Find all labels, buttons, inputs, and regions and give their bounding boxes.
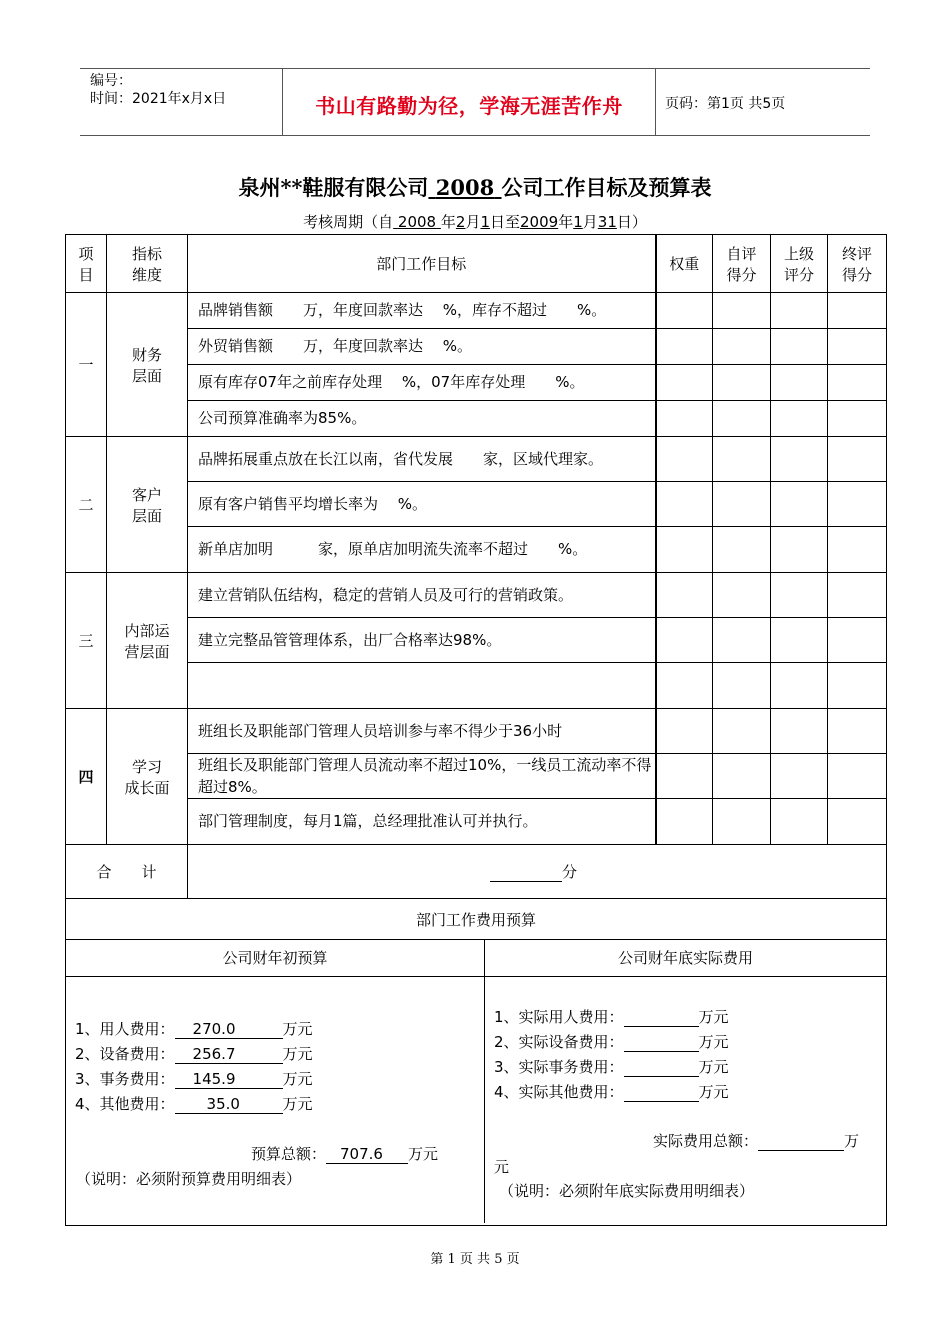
- superior-score-cell[interactable]: [771, 573, 828, 618]
- superior-score-cell[interactable]: [771, 799, 828, 845]
- weight-cell[interactable]: [656, 437, 713, 482]
- goal-cell: 外贸销售额 万，年度回款率达 %。: [188, 329, 656, 365]
- table-row: [66, 709, 887, 754]
- table-row: [66, 482, 887, 527]
- budget-right-item: 4、实际其他费用： 万元: [494, 1083, 729, 1101]
- self-score-cell[interactable]: [713, 573, 771, 618]
- self-score-cell[interactable]: [713, 329, 771, 365]
- section-number: 三: [66, 573, 107, 709]
- weight-cell[interactable]: [656, 709, 713, 754]
- goal-cell: 原有客户销售平均增长率为 %。: [188, 482, 656, 527]
- budget-left-panel: [66, 977, 485, 1223]
- superior-score-cell[interactable]: [771, 329, 828, 365]
- section-dimension: 学习 成长面: [107, 709, 188, 845]
- final-score-cell[interactable]: [828, 709, 887, 754]
- goal-cell: 品牌销售额 万，年度回款率达 %，库存不超过 %。: [188, 293, 656, 329]
- section-number: 二: [66, 437, 107, 573]
- self-score-cell[interactable]: [713, 482, 771, 527]
- header-item: 项 目: [66, 235, 107, 293]
- weight-cell[interactable]: [656, 482, 713, 527]
- budget-title-row: [66, 899, 887, 940]
- final-score-cell[interactable]: [828, 618, 887, 663]
- goal-cell: 公司预算准确率为85%。: [188, 401, 656, 437]
- weight-cell[interactable]: [656, 365, 713, 401]
- header-weight: 权重: [656, 235, 713, 293]
- budget-left-item: 4、其他费用： 35.0 万元: [75, 1095, 313, 1113]
- table-row: [66, 293, 887, 329]
- page-header: [80, 68, 870, 136]
- self-score-cell[interactable]: [713, 527, 771, 573]
- self-score-cell[interactable]: [713, 618, 771, 663]
- self-score-cell[interactable]: [713, 437, 771, 482]
- page-footer: 第 1 页 共 5 页: [430, 1252, 520, 1267]
- self-score-cell[interactable]: [713, 293, 771, 329]
- table-row: [66, 527, 887, 573]
- budget-left-item: 1、用人费用： 270.0 万元: [75, 1020, 313, 1038]
- document-title: [0, 172, 950, 202]
- weight-cell[interactable]: [656, 329, 713, 365]
- final-score-cell[interactable]: [828, 401, 887, 437]
- self-score-cell[interactable]: [713, 365, 771, 401]
- self-score-cell[interactable]: [713, 401, 771, 437]
- final-score-cell[interactable]: [828, 663, 887, 709]
- budget-right-title: 公司财年底实际费用: [617, 949, 753, 967]
- superior-score-cell[interactable]: [771, 401, 828, 437]
- superior-score-cell[interactable]: [771, 754, 828, 799]
- weight-cell[interactable]: [656, 401, 713, 437]
- header-self-score: 自评 得分: [713, 235, 771, 293]
- weight-cell[interactable]: [656, 618, 713, 663]
- table-row: [66, 754, 887, 799]
- superior-score-cell[interactable]: [771, 527, 828, 573]
- self-score-cell[interactable]: [713, 754, 771, 799]
- goal-cell: 新单店加明 家，原单店加明流失流率不超过 %。: [188, 527, 656, 573]
- goals-table: [65, 234, 887, 1226]
- section-number: 四: [66, 709, 107, 845]
- budget-right-item: 2、实际设备费用： 万元: [494, 1033, 729, 1051]
- title-company: 泉州**鞋服有限公司: [238, 175, 429, 200]
- final-score-cell[interactable]: [828, 293, 887, 329]
- total-score-cell[interactable]: 分: [188, 845, 887, 899]
- actual-total-unit: 元: [494, 1158, 510, 1176]
- goal-cell: 建立营销队伍结构，稳定的营销人员及可行的营销政策。: [188, 573, 656, 618]
- self-score-cell[interactable]: [713, 709, 771, 754]
- superior-score-cell[interactable]: [771, 365, 828, 401]
- final-score-cell[interactable]: [828, 527, 887, 573]
- final-score-cell[interactable]: [828, 482, 887, 527]
- section-dimension: 内部运 营层面: [107, 573, 188, 709]
- table-row: [66, 663, 887, 709]
- total-label: 合 计: [66, 845, 188, 899]
- weight-cell[interactable]: [656, 799, 713, 845]
- page-info: 页码：第1页 共5页: [665, 96, 786, 112]
- motto: 书山有路勤为径，学海无涯苦作舟: [315, 94, 623, 118]
- section-dimension: 财务 层面: [107, 293, 188, 437]
- header-dimension: 指标 维度: [107, 235, 188, 293]
- title-suffix: 公司工作目标及预算表: [501, 175, 712, 200]
- section-dimension: 客户 层面: [107, 437, 188, 573]
- table-row: [66, 618, 887, 663]
- number-label: 编号：: [90, 73, 132, 89]
- budget-title: 部门工作费用预算: [66, 899, 887, 940]
- table-row: [66, 437, 887, 482]
- goal-cell: 原有库存07年之前库存处理 %，07年库存处理 %。: [188, 365, 656, 401]
- self-score-cell[interactable]: [713, 663, 771, 709]
- table-row: [66, 329, 887, 365]
- title-year: 2008: [435, 175, 495, 200]
- budget-body-row: [66, 977, 887, 1226]
- table-header-row: [66, 235, 887, 293]
- header-goal: 部门工作目标: [188, 235, 656, 293]
- self-score-cell[interactable]: [713, 799, 771, 845]
- budget-right-panel: [485, 977, 886, 1223]
- goal-cell: 班组长及职能部门管理人员流动率不超过10%，一线员工流动率不得超过8%。: [188, 754, 656, 799]
- goal-cell: 建立完整品管管理体系，出厂合格率达98%。: [188, 618, 656, 663]
- table-row: [66, 401, 887, 437]
- header-motto-box: [282, 69, 656, 135]
- final-score-cell[interactable]: [828, 437, 887, 482]
- budget-right-note: （说明：必须附年底实际费用明细表）: [499, 1182, 755, 1200]
- superior-score-cell[interactable]: [771, 663, 828, 709]
- goal-cell: 部门管理制度，每月1篇，总经理批准认可并执行。: [188, 799, 656, 845]
- superior-score-cell[interactable]: [771, 293, 828, 329]
- actual-total: 实际费用总额： 万: [653, 1132, 860, 1150]
- budget-right-item: 1、实际用人费用： 万元: [494, 1008, 729, 1026]
- final-score-cell[interactable]: [828, 754, 887, 799]
- header-left: [90, 72, 226, 108]
- final-score-cell[interactable]: [828, 329, 887, 365]
- superior-score-cell[interactable]: [771, 482, 828, 527]
- budget-left-title: 公司财年初预算: [66, 940, 485, 976]
- total-row: [66, 845, 887, 899]
- superior-score-cell[interactable]: [771, 437, 828, 482]
- budget-left-note: （说明：必须附预算费用明细表）: [76, 1170, 302, 1188]
- table-row: [66, 573, 887, 618]
- budget-right-item: 3、实际事务费用： 万元: [494, 1058, 729, 1076]
- assessment-period: 考核周期（自 2008 年2月1日至2009年1月31日）: [303, 213, 647, 231]
- budget-left-item: 2、设备费用： 256.7 万元: [75, 1045, 313, 1063]
- goal-cell: 班组长及职能部门管理人员培训参与率不得少于36小时: [188, 709, 656, 754]
- weight-cell[interactable]: [656, 527, 713, 573]
- final-score-cell[interactable]: [828, 799, 887, 845]
- superior-score-cell[interactable]: [771, 618, 828, 663]
- goal-cell: 品牌拓展重点放在长江以南，省代发展 家，区域代理家。: [188, 437, 656, 482]
- final-score-cell[interactable]: [828, 573, 887, 618]
- header-superior-score: 上级 评分: [771, 235, 828, 293]
- table-row: [66, 799, 887, 845]
- weight-cell[interactable]: [656, 663, 713, 709]
- budget-subtitle-row: [66, 940, 887, 977]
- goal-cell: [188, 663, 656, 709]
- weight-cell[interactable]: [656, 573, 713, 618]
- header-final-score: 终评 得分: [828, 235, 887, 293]
- weight-cell[interactable]: [656, 754, 713, 799]
- budget-left-item: 3、事务费用： 145.9 万元: [75, 1070, 313, 1088]
- table-row: [66, 365, 887, 401]
- budget-total: 预算总额： 707.6 万元: [251, 1145, 439, 1163]
- superior-score-cell[interactable]: [771, 709, 828, 754]
- weight-cell[interactable]: [656, 293, 713, 329]
- section-number: 一: [66, 293, 107, 437]
- final-score-cell[interactable]: [828, 365, 887, 401]
- time-label: 时间：2021年x月x日: [90, 91, 227, 107]
